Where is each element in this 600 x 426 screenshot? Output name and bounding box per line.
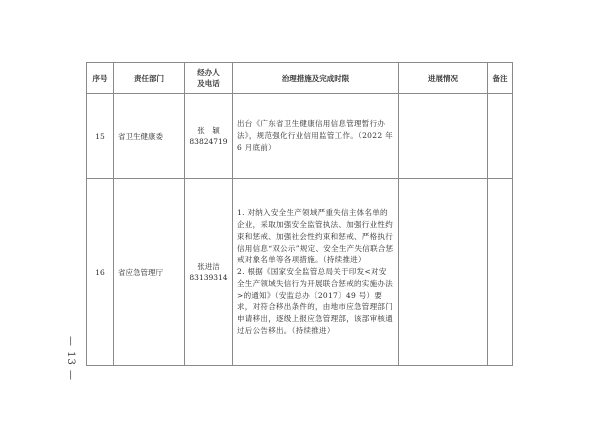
contact-phone: 83824719 (189, 137, 228, 146)
table-row (87, 94, 513, 179)
contact-name: 张进洁 (197, 262, 220, 271)
governance-measures-table (86, 62, 513, 366)
row-progress (399, 94, 488, 179)
row-progress (399, 179, 488, 366)
header-remarks: 备注 (488, 63, 513, 94)
header-measures: 治理措施及完成时限 (233, 63, 399, 94)
row-contact (185, 94, 233, 179)
contact-name: 张 颖 (197, 126, 220, 135)
row-index: 16 (87, 179, 114, 366)
header-index: 序号 (87, 63, 114, 94)
row-department: 省卫生健康委 (114, 94, 185, 179)
measure-item-1: 1. 对纳入安全生产领域严重失信主体名单的企业，采取加强安全监管执法、加强行业性约束和惩戒、加强社会性约束和惩戒、严格执行信用信息“双公示”规定、安全生产失信联合惩戒对象名单等各项措施。（持续推进） (237, 208, 394, 265)
row-contact (185, 179, 233, 366)
measure-item: 出台《广东省卫生健康信用信息管理暂行办法》，规范强化行业信用监管工作。（2022 年 6 月底前） (237, 119, 393, 152)
page-number: — 13 — (65, 335, 77, 381)
header-department: 责任部门 (114, 63, 185, 94)
row-measures (233, 94, 399, 179)
header-progress: 进展情况 (399, 63, 488, 94)
table-header-row (87, 63, 513, 94)
table-row (87, 179, 513, 366)
header-contact: 经办人 及电话 (185, 63, 233, 94)
measure-item-2: 2. 根据《国家安全监管总局关于印发<对安全生产领域失信行为开展联合惩戒的实施办法>的通知》（安监总办〔2017〕49 号）要求，对符合移出条件的，由地市应急管理部门申请移出，逐级上报应急管理部，该部审核通过后公告移出。（持续推进） (237, 267, 393, 336)
row-remarks (488, 179, 513, 366)
row-measures (233, 179, 399, 366)
row-remarks (488, 94, 513, 179)
row-department: 省应急管理厅 (114, 179, 185, 366)
contact-phone: 83139314 (189, 273, 228, 282)
row-index: 15 (87, 94, 114, 179)
